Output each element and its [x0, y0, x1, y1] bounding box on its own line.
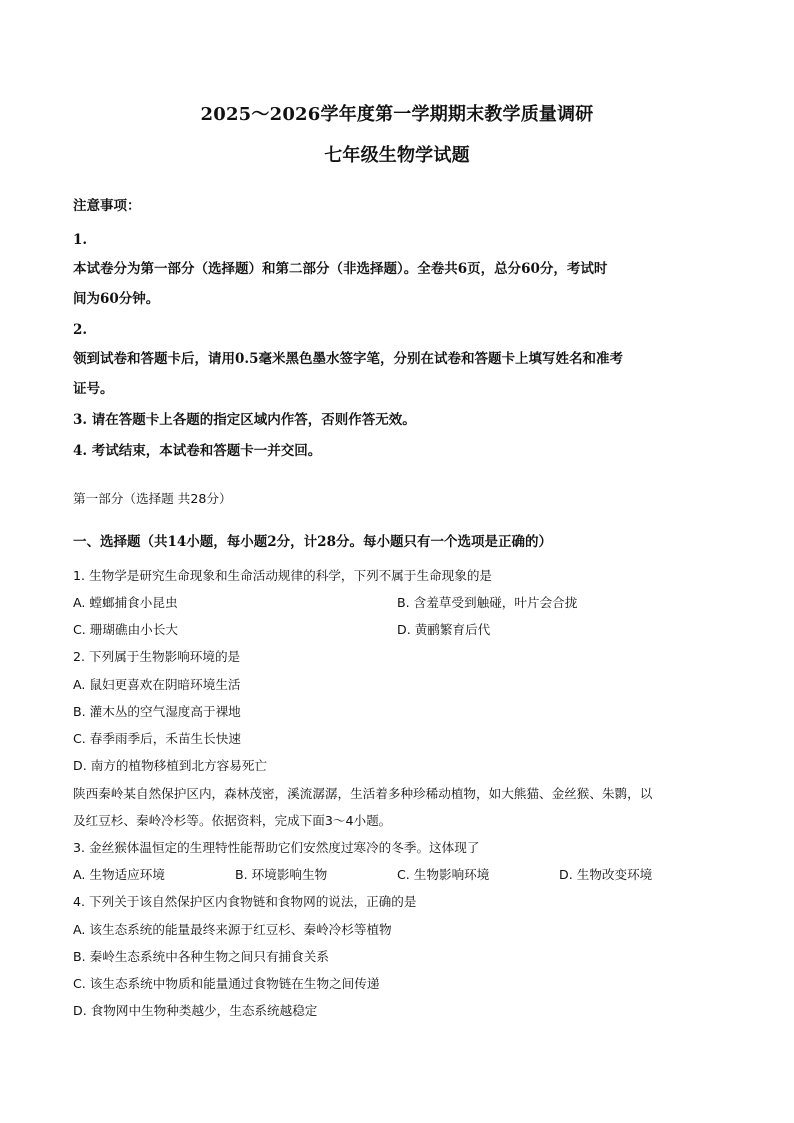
- notice-item-2-text: 领到试卷和答题卡后，请用0.5毫米黑色墨水签字笔，分别在试卷和答题卡上填写姓名和准考: [73, 351, 623, 367]
- part-one-label: 第一部分（选择题 共28分）: [73, 491, 232, 506]
- question-2-stem: 2. 下列属于生物影响环境的是: [73, 649, 241, 664]
- question-1-option-d: D. 黄鹂繁育后代: [397, 622, 491, 637]
- notice-item-3: 3. 请在答题卡上各题的指定区域内作答，否则作答无效。: [73, 412, 416, 428]
- question-3-stem: 3. 金丝猴体温恒定的生理特性能帮助它们安然度过寒冷的冬季。这体现了: [73, 840, 480, 855]
- notice-item-2-number: 2.: [73, 322, 88, 338]
- question-4-option-b: B. 秦岭生态系统中各种生物之间只有捕食关系: [73, 949, 329, 964]
- question-4-option-a: A. 该生态系统的能量最终来源于红豆杉、秦岭冷杉等植物: [73, 922, 392, 937]
- section-heading: 一、选择题（共14小题，每小题2分，计28分。每小题只有一个选项是正确的）: [73, 534, 552, 550]
- reading-passage-line-1: 陕西秦岭某自然保护区内，森林茂密，溪流潺潺，生活着多种珍稀动植物，如大熊猫、金丝猴、朱鹮，以: [73, 786, 653, 801]
- question-3-option-a: A. 生物适应环境: [73, 867, 165, 882]
- notice-heading: 注意事项：: [73, 198, 141, 214]
- notice-item-1-text-cont: 间为60分钟。: [73, 291, 160, 307]
- reading-passage-line-2: 及红豆杉、秦岭冷杉等。依据资料，完成下面3～4小题。: [73, 813, 392, 828]
- page-title: 2025～2026学年度第一学期期末教学质量调研: [200, 104, 594, 125]
- question-1-stem: 1. 生物学是研究生命现象和生命活动规律的科学，下列不属于生命现象的是: [73, 568, 493, 583]
- question-2-option-c: C. 春季雨季后，禾苗生长快速: [73, 731, 241, 746]
- notice-item-2-text-cont: 证号。: [73, 381, 114, 397]
- question-2-option-a: A. 鼠妇更喜欢在阴暗环境生活: [73, 677, 241, 692]
- question-2-option-d: D. 南方的植物移植到北方容易死亡: [73, 758, 268, 773]
- question-2-option-b: B. 灌木丛的空气湿度高于裸地: [73, 704, 241, 719]
- question-3-option-b: B. 环境影响生物: [235, 867, 328, 882]
- question-4-option-c: C. 该生态系统中物质和能量通过食物链在生物之间传递: [73, 976, 380, 991]
- notice-item-1-number: 1.: [73, 232, 88, 248]
- question-4-stem: 4. 下列关于该自然保护区内食物链和食物网的说法，正确的是: [73, 894, 417, 909]
- question-1-option-b: B. 含羞草受到触碰，叶片会合拢: [397, 595, 578, 610]
- question-1-option-c: C. 珊瑚礁由小长大: [73, 622, 178, 637]
- question-1-option-a: A. 螳螂捕食小昆虫: [73, 595, 178, 610]
- question-3-option-d: D. 生物改变环境: [559, 867, 653, 882]
- question-4-option-d: D. 食物网中生物种类越少，生态系统越稳定: [73, 1003, 318, 1018]
- notice-item-1-text: 本试卷分为第一部分（选择题）和第二部分（非选择题）。全卷共6页，总分60分，考试时: [73, 261, 608, 277]
- question-3-option-c: C. 生物影响环境: [397, 867, 490, 882]
- notice-item-4: 4. 考试结束，本试卷和答题卡一并交回。: [73, 443, 322, 459]
- page-subtitle: 七年级生物学试题: [324, 145, 470, 166]
